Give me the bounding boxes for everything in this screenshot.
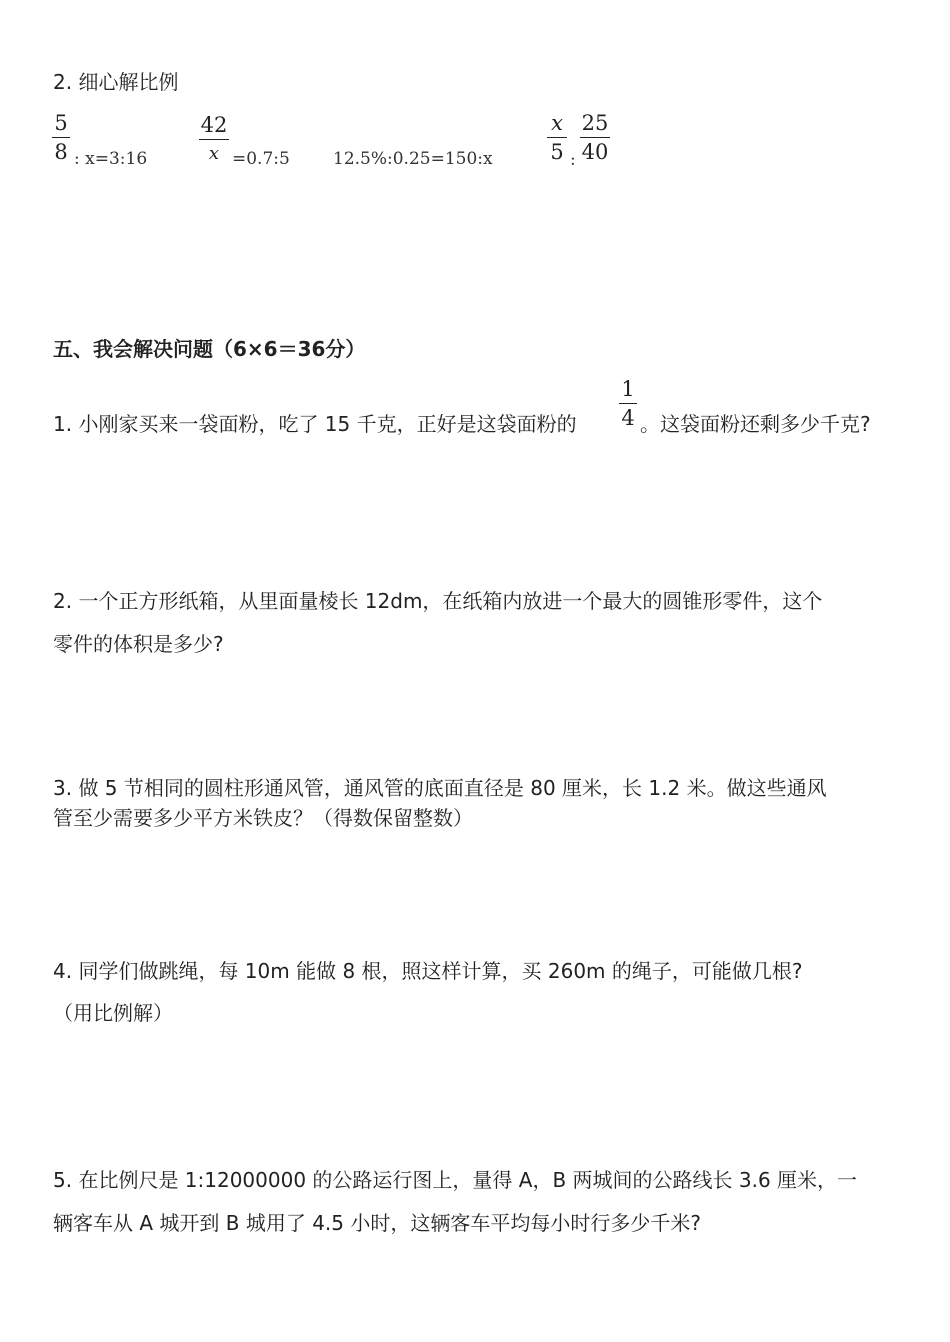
fraction-denominator: 5: [550, 140, 564, 164]
fraction-numerator: x: [551, 111, 563, 135]
question-4-line-2: （用比例解）: [53, 1001, 173, 1025]
fraction-bar: [52, 137, 70, 138]
question-3-line-2: 管至少需要多少平方米铁皮？（得数保留整数）: [53, 806, 473, 830]
fraction-denominator: x: [208, 143, 220, 164]
question-1-text-before: 1. 小刚家买来一袋面粉，吃了 15 千克，正好是这袋面粉的: [53, 412, 577, 436]
fraction-numerator: 5: [54, 111, 68, 135]
item-title-solve-proportion: 2. 细心解比例: [53, 70, 179, 94]
question-1-text-after: 。这袋面粉还剩多少千克?: [640, 412, 871, 436]
question-4-line-1: 4. 同学们做跳绳，每 10m 能做 8 根，照这样计算，买 260m 的绳子，可能做几根?: [53, 959, 803, 983]
equation-4-separator: :: [570, 150, 576, 170]
question-5-line-2: 辆客车从 A 城开到 B 城用了 4.5 小时，这辆客车平均每小时行多少千米?: [53, 1211, 701, 1235]
equation-1-tail: : x=3:16: [74, 149, 148, 169]
question-5-line-1: 5. 在比例尺是 1:12000000 的公路运行图上，量得 A，B 两城间的公路线长 3.6 厘米，一: [53, 1168, 858, 1192]
fraction-bar: [619, 403, 637, 404]
fraction-numerator: 1: [621, 377, 635, 401]
fraction-bar: [199, 139, 229, 140]
equation-4-fraction-right: [580, 111, 610, 164]
fraction-bar: [580, 137, 610, 138]
question-2-line-1: 2. 一个正方形纸箱，从里面量棱长 12dm，在纸箱内放进一个最大的圆锥形零件，这个: [53, 589, 823, 613]
fraction-numerator: 42: [200, 113, 228, 137]
fraction-denominator: 40: [581, 140, 609, 164]
equation-3: 12.5%:0.25=150:x: [333, 149, 493, 169]
equation-4-fraction-left: [547, 111, 567, 164]
question-3-line-1: 3. 做 5 节相同的圆柱形通风管，通风管的底面直径是 80 厘米，长 1.2 米。做这些通风: [53, 776, 827, 800]
equation-2-fraction: [199, 113, 229, 166]
fraction-numerator: 25: [581, 111, 609, 135]
fraction-denominator: 8: [54, 140, 68, 164]
fraction-denominator: 4: [621, 406, 635, 430]
equation-2-tail: =0.7:5: [232, 149, 290, 169]
section-5-title: 五、我会解决问题（6×6＝36分）: [53, 337, 366, 361]
fraction-bar: [547, 137, 567, 138]
question-2-line-2: 零件的体积是多少?: [53, 632, 224, 656]
equation-1-fraction: [52, 111, 70, 164]
question-1-fraction: [619, 377, 637, 430]
